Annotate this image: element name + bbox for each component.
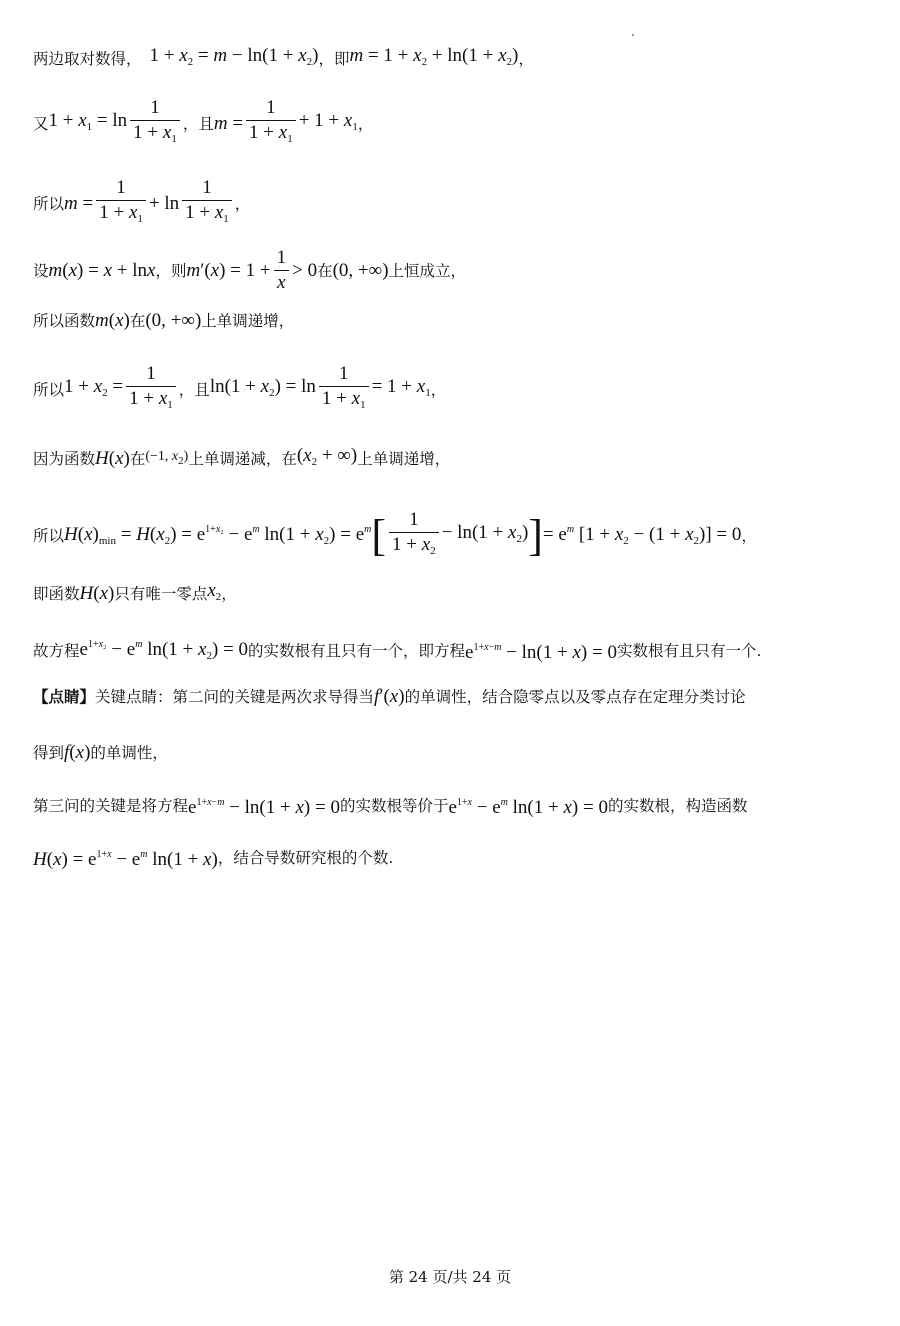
text-line-4: 设 m(x) = x + lnx ，则 m′(x) = 1 + $\frac{1}{x}$ > 0 在 (0, +∞) 上恒成立， (33, 247, 467, 293)
text-line-11: 【点睛】 关键点睛：第二问的关键是两次求导得当 f′(x) 的单调性，结合隐零点以及零点存在定理分类讨论 (33, 686, 746, 707)
text-line-5: 所以函数 m(x) 在 (0, +∞) 上单调递增， (33, 310, 295, 331)
fraction: $\frac{1}{1 + x_2}$ (389, 510, 439, 561)
fraction: $\frac{1}{1 + x_1}$ (130, 98, 180, 149)
math-expr: $m = 1 + x_2 + \ln(1 + x_2)$ (349, 45, 519, 68)
fraction: $\frac{1}{1 + x_1}$ (126, 364, 176, 415)
math-expr: $1 + x_2 = m - \ln(1 + x_2)$ (149, 45, 319, 68)
fraction: $\frac{1}{1 + x_1}$ (319, 364, 369, 415)
fraction: $\frac{1}{1 + x_1}$ (246, 98, 296, 149)
scan-dot (632, 34, 634, 36)
text-line-2: 又 $1 + x_1 = \ln$ $\frac{1}{1 + x_1}$ ，且 m = $\frac{1}{1 + x_1}$ + $1 + x_1$ ， (33, 98, 870, 149)
text-line-8: 所以 $H(x)_{min} = H(x_2) = e^{1+x_2} - e^m$ $\ln(1 + x_2) = e^m$ [ $\frac{1}{1 + x_2}$ − $\ln(1 + x_2)$ ] = $e^m$ $[1 + x_2 - (1 + x_2)] = 0$ ， (33, 509, 757, 560)
page-footer: 第 24 页/共 24 页 (388, 1268, 512, 1286)
text-line-6: 所以 $1 + x_2$ = $\frac{1}{1 + x_1}$ ，且 $\ln(1 + x_2) = \ln$ $\frac{1}{1 + x_1}$ = $1 + x_1$ ， (33, 364, 870, 415)
fraction: $\frac{1}{1 + x_1}$ (96, 178, 146, 229)
fraction: $\frac{1}{x}$ (274, 248, 290, 293)
text-line-1: 两边取对数得， $1 + x_2 = m - \ln(1 + x_2)$ ，即 $m = 1 + x_2 + \ln(1 + x_2)$ ， (33, 45, 870, 73)
fraction: $\frac{1}{1 + x_1}$ (182, 178, 232, 229)
math-expr: $1 + x_1 = \ln$ (48, 109, 128, 133)
text-line-3: 所以 m = $\frac{1}{1 + x_1}$ + ln $\frac{1}{1 + x_1}$ ， (33, 178, 870, 229)
text-line-7: 因为函数 H(x) 在 (−1, $x_2$) 上单调递减，在 ($x_2$ + ∞) 上单调递增， (33, 445, 451, 469)
note-tag: 【点睛】 (33, 688, 96, 706)
text-line-9: 即函数 H(x) 只有唯一零点 $x_2$ ， (33, 580, 237, 604)
text-line-10: 故方程 $e^{1+x_2} - e^m$ $\ln(1 + x_2) = 0$ 的实数根有且只有一个，即方程 $e^{1+x-m} - \ln(1 + x) = 0$ 实数根有且只有一个. (33, 639, 762, 663)
text-line-12: 得到 f(x) 的单调性， (33, 742, 168, 763)
text-line-13: 第三问的关键是将方程 $e^{1+x-m} - \ln(1 + x) = 0$ 的实数根等价于 $e^{1+x} - e^m$ ln(1 + x) = 0 的实数根，构造函数 (33, 796, 748, 818)
text-line-14: $H(x) = e^{1+x} - e^m$ ln(1 + x) ，结合导数研究根的个数. (33, 848, 394, 870)
